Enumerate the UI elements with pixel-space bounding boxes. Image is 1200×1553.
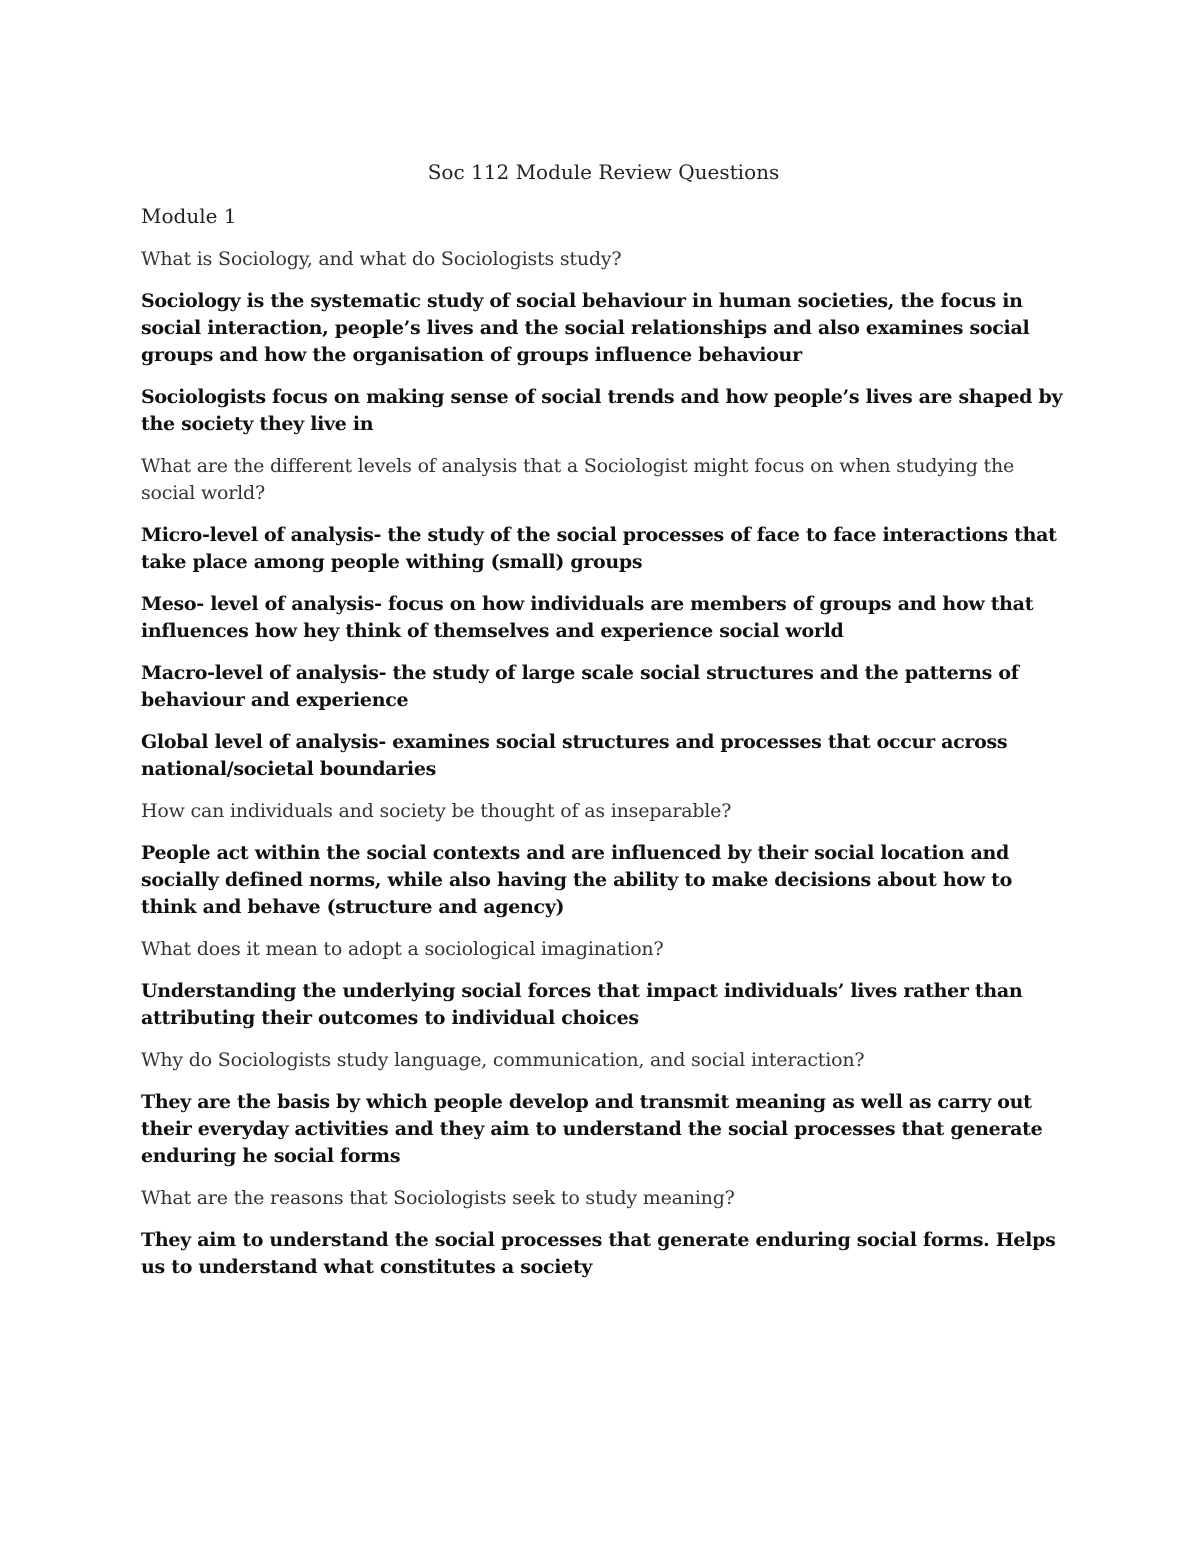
answer: Understanding the underlying social forces that impact individuals’ lives rather than attributing their outcomes to individual choices	[141, 980, 1023, 1029]
document-body	[141, 158, 1066, 1296]
question: How can individuals and society be thought of as inseparable?	[141, 800, 732, 822]
question: What are the different levels of analysis that a Sociologist might focus on when studying the social world?	[141, 455, 1015, 504]
answer: They are the basis by which people develop and transmit meaning as well as carry out their everyday activities and they aim to understand the social processes that generate enduring he social forms	[141, 1091, 1043, 1167]
module-heading: Module 1	[141, 204, 237, 228]
answer: They aim to understand the social processes that generate enduring social forms. Helps us to understand what constitutes a society	[141, 1229, 1056, 1278]
document-title: Soc 112 Module Review Questions	[427, 160, 780, 184]
answer: Sociology is the systematic study of social behaviour in human societies, the focus in social interaction, people’s lives and the social relationships and also examines social groups and how the organisation of groups influence behaviour	[141, 290, 1030, 366]
answer: Meso- level of analysis- focus on how individuals are members of groups and how that influences how hey think of themselves and experience social world	[141, 593, 1034, 642]
question: What is Sociology, and what do Sociologists study?	[141, 248, 622, 270]
answer: Macro-level of analysis- the study of large scale social structures and the patterns of behaviour and experience	[141, 662, 1019, 711]
question: Why do Sociologists study language, communication, and social interaction?	[141, 1049, 865, 1071]
answer: Micro-level of analysis- the study of the social processes of face to face interactions that take place among people withing (small) groups	[141, 524, 1057, 573]
question: What are the reasons that Sociologists seek to study meaning?	[141, 1187, 735, 1209]
answer: Global level of analysis- examines social structures and processes that occur across national/societal boundaries	[141, 731, 1008, 780]
answer: Sociologists focus on making sense of social trends and how people’s lives are shaped by the society they live in	[141, 386, 1063, 435]
answer: People act within the social contexts and are influenced by their social location and socially defined norms, while also having the ability to make decisions about how to think and behave (structure and agency)	[141, 842, 1012, 918]
question: What does it mean to adopt a sociological imagination?	[141, 938, 664, 960]
